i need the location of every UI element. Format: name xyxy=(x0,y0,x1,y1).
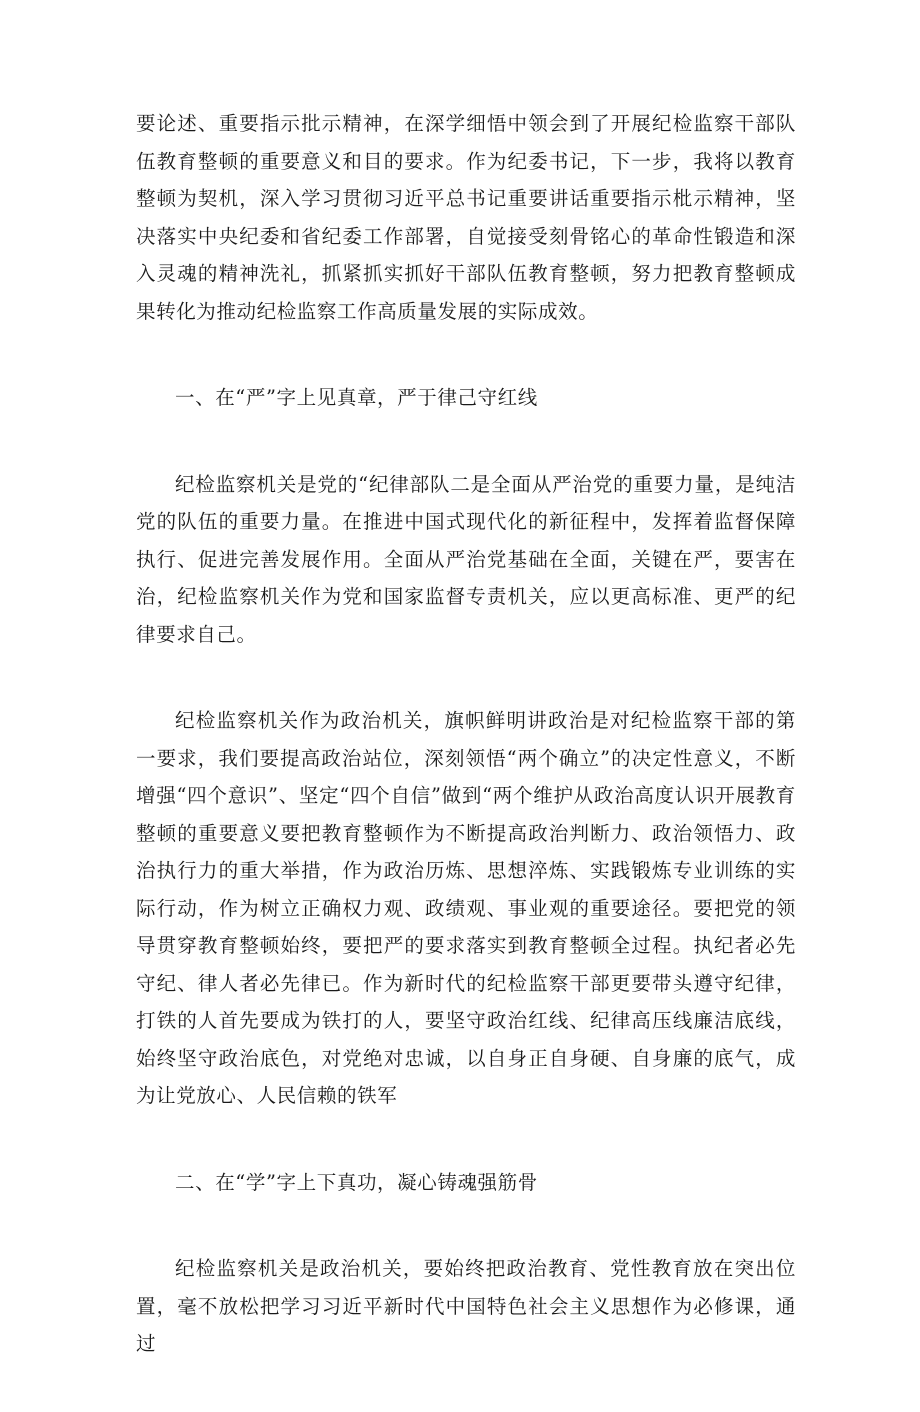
paragraph-1: 纪检监察机关是党的“纪律部队二是全面从严治党的重要力量，是纯洁党的队伍的重要力量。在推进中国式现代化的新征程中，发挥着监督保障执行、促进完善发展作用。全面从严治党基础在全面，关键在严，要害在治，纪检监察机关作为党和国家监督专责机关，应以更高标准、更严的纪律要求自己。 xyxy=(136,472,796,646)
section-heading-1: 一、在“严”字上见真章，严于律己守红线 xyxy=(175,386,538,409)
paragraph-2: 纪检监察机关作为政治机关，旗帜鲜明讲政治是对纪检监察干部的第一要求，我们要提高政治站位，深刻领悟“两个确立”的决定性意义，不断增强“四个意识”、坚定“四个自信”做到“两个维护从政治高度认识开展教育整顿的重要意义要把教育整顿作为不断提高政治判断力、政治领悟力、政治执行力的重大举措，作为政治历炼、思想淬炼、实践锻炼专业训练的实际行动，作为树立正确权力观、政绩观、事业观的重要途径。要把党的领导贯穿教育整顿始终，要把严的要求落实到教育整顿全过程。执纪者必先守纪、律人者必先律已。作为新时代的纪检监察干部更要带头遵守纪律，打铁的人首先要成为铁打的人，要坚守政治红线、纪律高压线廉洁底线，始终坚守政治底色，对党绝对忠诚，以自身正自身硬、自身廉的底气，成为让党放心、人民信赖的铁军 xyxy=(136,709,796,1107)
document-body xyxy=(136,105,796,1412)
section-heading-2: 二、在“学”字上下真功，凝心铸魂强筋骨 xyxy=(175,1170,538,1194)
paragraph-3: 纪检监察机关是政治机关，要始终把政治教育、党性教育放在突出位置，毫不放松把学习习近平新时代中国特色社会主义思想作为必修课，通过 xyxy=(136,1257,796,1355)
paragraph-intro: 要论述、重要指示批示精神，在深学细悟中领会到了开展纪检监察干部队伍教育整顿的重要意义和目的要求。作为纪委书记，下一步，我将以教育整顿为契机，深入学习贯彻习近平总书记重要讲话重要指示枇示精神，坚决落实中央纪委和省纪委工作部署，自觉接受刻骨铭心的革命性锻造和深入灵魂的精神洗礼，抓紧抓实抓好干部队伍教育整顿，努力把教育整顿成果转化为推动纪检监察工作高质量发展的实际成效。 xyxy=(136,112,796,323)
